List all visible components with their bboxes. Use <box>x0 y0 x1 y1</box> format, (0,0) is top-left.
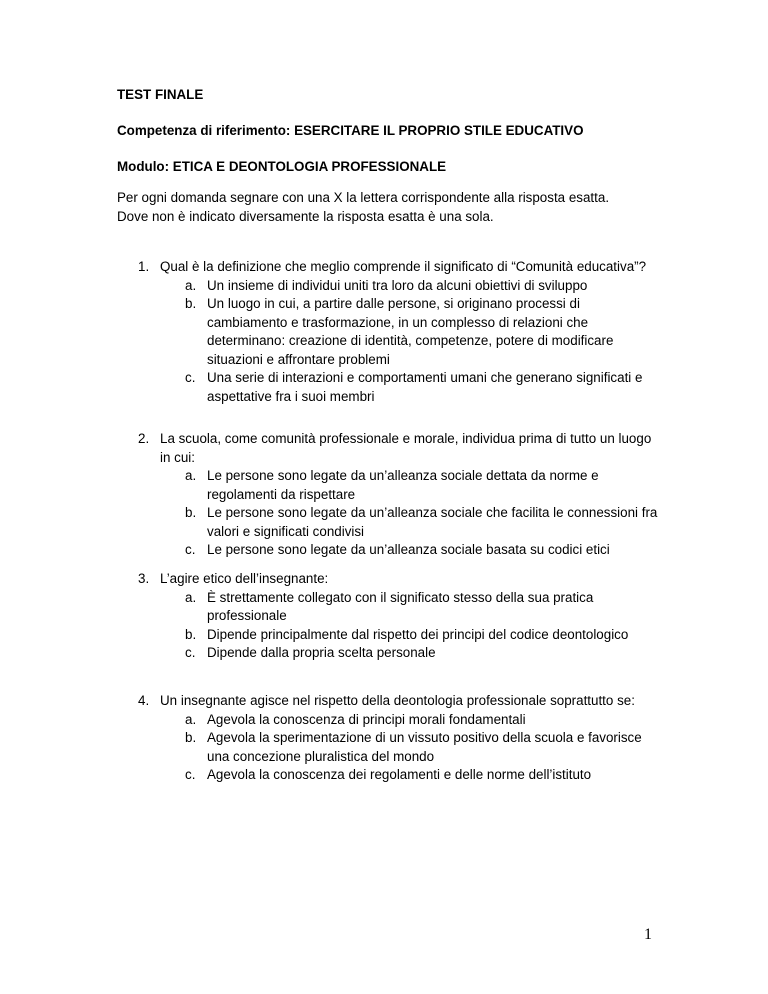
question-number: 4. <box>138 693 150 708</box>
question-3 <box>138 570 660 663</box>
question-text: La scuola, come comunità professionale e morale, individua prima di tutto un luogo in cui: <box>160 431 652 465</box>
answer-letter: c. <box>185 767 196 782</box>
answer-letter: b. <box>185 730 197 745</box>
question-text: Un insegnante agisce nel rispetto della deontologia professionale soprattutto se: <box>160 693 635 708</box>
answer-text: Agevola la conoscenza dei regolamenti e delle norme dell’istituto <box>207 767 592 782</box>
modulo-heading: Modulo: ETICA E DEONTOLOGIA PROFESSIONALE <box>117 159 447 174</box>
document-title: TEST FINALE <box>117 87 204 102</box>
question-number: 1. <box>138 259 150 274</box>
answer-letter: b. <box>185 626 197 642</box>
answer-option[interactable] <box>185 626 660 645</box>
answer-letter: c. <box>185 645 196 660</box>
answer-letter: a. <box>185 277 197 293</box>
answer-option[interactable] <box>185 644 660 663</box>
answer-option[interactable] <box>185 766 660 785</box>
instructions-line: Dove non è indicato diversamente la risposta esatta è una sola. <box>117 208 494 224</box>
answer-option[interactable] <box>185 369 660 406</box>
answer-letter: a. <box>185 468 197 483</box>
page-number: 1 <box>644 926 652 943</box>
answer-text: Agevola la sperimentazione di un vissuto positivo della scuola e favorisce una concezione pluralistica del mondo <box>207 730 642 764</box>
question-number: 3. <box>138 571 150 586</box>
answer-text: Le persone sono legate da un’alleanza sociale che facilita le connessioni fra valori e significati condivisi <box>207 505 658 539</box>
answer-option[interactable] <box>185 729 660 766</box>
instructions-line: Per ogni domanda segnare con una X la lettera corrispondente alla risposta esatta. <box>117 190 610 205</box>
answer-option[interactable] <box>185 295 660 369</box>
answer-letter: c. <box>185 542 196 557</box>
answer-option[interactable] <box>185 277 660 296</box>
answer-text: Un luogo in cui, a partire dalle persone, si originano processi di cambiamento e trasformazione, in un complesso di relazioni che determinano: creazione di identità, competenze, potere di modificare situazioni e affrontare problemi <box>207 296 614 367</box>
answer-text: È strettamente collegato con il significato stesso della sua pratica professionale <box>207 589 594 623</box>
answer-option[interactable] <box>185 541 660 560</box>
answer-text: Dipende principalmente dal rispetto dei principi del codice deontologico <box>207 626 629 642</box>
question-text: Qual è la definizione che meglio comprende il significato di “Comunità educativa”? <box>160 259 647 274</box>
answer-text: Dipende dalla propria scelta personale <box>207 645 436 660</box>
answer-option[interactable] <box>185 589 660 626</box>
answer-text: Agevola la conoscenza di principi morali fondamentali <box>207 711 526 727</box>
answer-text: Una serie di interazioni e comportamenti umani che generano significati e aspettative fra i suoi membri <box>207 370 643 404</box>
answer-option[interactable] <box>185 504 660 541</box>
question-1 <box>138 258 660 406</box>
question-4 <box>138 692 660 785</box>
competenza-heading: Competenza di riferimento: ESERCITARE IL PROPRIO STILE EDUCATIVO <box>117 123 584 138</box>
instructions <box>117 189 677 226</box>
answer-list <box>138 711 660 785</box>
answer-text: Le persone sono legate da un’alleanza sociale dettata da norme e regolamenti da rispettare <box>207 468 599 502</box>
answer-option[interactable] <box>185 711 660 730</box>
answer-letter: c. <box>185 370 196 385</box>
answer-text: Le persone sono legate da un’alleanza sociale basata su codici etici <box>207 542 610 557</box>
question-text: L’agire etico dell’insegnante: <box>160 571 329 586</box>
question-2 <box>138 430 660 560</box>
answer-letter: b. <box>185 505 197 520</box>
answer-list <box>138 589 660 663</box>
answer-letter: a. <box>185 589 197 605</box>
question-number: 2. <box>138 431 150 446</box>
answer-list <box>138 277 660 407</box>
answer-letter: a. <box>185 711 197 727</box>
answer-list <box>138 467 660 560</box>
answer-text: Un insieme di individui uniti tra loro da alcuni obiettivi di sviluppo <box>207 277 588 293</box>
answer-option[interactable] <box>185 467 660 504</box>
answer-letter: b. <box>185 296 197 311</box>
